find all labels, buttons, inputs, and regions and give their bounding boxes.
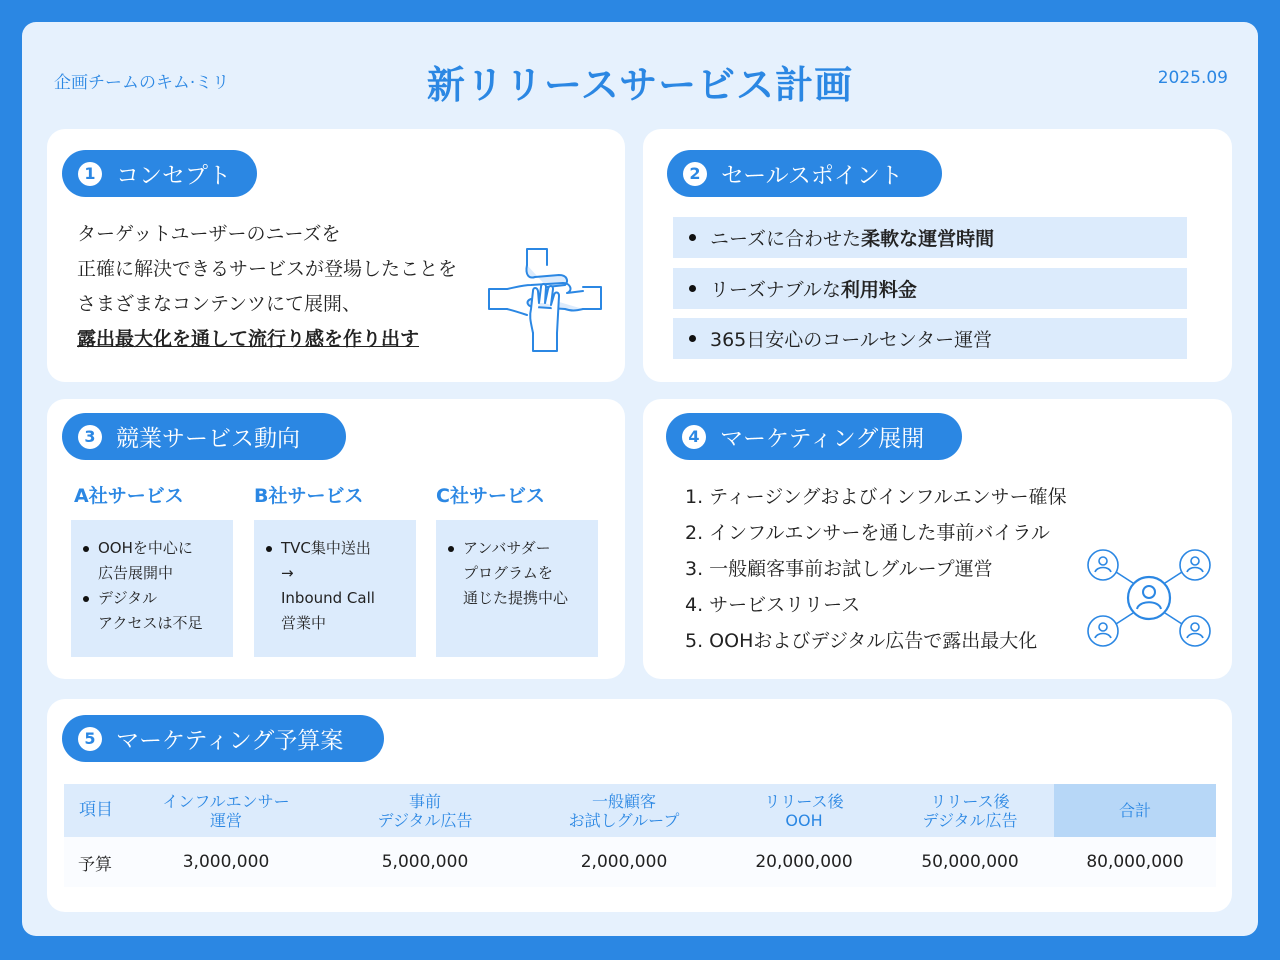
competitors-section-header — [62, 413, 346, 460]
competitors-card — [47, 399, 625, 679]
competitor-name: A社サービス — [74, 485, 184, 507]
section-number-badge: 1 — [78, 162, 102, 186]
column-header: インフルエンサー 運営 — [128, 784, 324, 837]
concept-section-header — [62, 150, 257, 197]
budget-cell: 20,000,000 — [722, 837, 886, 887]
competitor-bullet-text: デジタル アクセスは不足 — [98, 589, 203, 632]
table-row — [64, 837, 1216, 887]
concept-text — [77, 217, 457, 357]
budget-header-row — [64, 784, 1216, 837]
concept-emphasis-line: 露出最大化を通して流行り感を作り出す — [77, 328, 420, 350]
concept-line: さまざまなコンテンツにて展開、 — [77, 293, 362, 315]
sales-point-text: ニーズに合わせた — [710, 228, 862, 250]
sales-point-bold: 柔軟な運営時間 — [861, 228, 995, 250]
competitor-bullet-text: OOHを中心に 広告展開中 — [98, 539, 193, 582]
teamwork-hands-icon — [487, 247, 603, 353]
competitor-bullet — [264, 536, 408, 636]
budget-table — [64, 784, 1216, 887]
budget-cell: 50,000,000 — [886, 837, 1054, 887]
marketing-step: 5. OOHおよびデジタル広告で露出最大化 — [685, 630, 1038, 652]
section-number-badge: 5 — [78, 727, 102, 751]
column-header: 事前 デジタル広告 — [324, 784, 526, 837]
total-column-header: 合計 — [1054, 784, 1216, 837]
user-network-icon — [1083, 545, 1215, 651]
budget-cell: 2,000,000 — [526, 837, 722, 887]
marketing-title: マーケティング展開 — [720, 426, 925, 452]
author-label: 企画チームのキム·ミリ — [54, 73, 230, 93]
section-number-badge: 2 — [683, 162, 707, 186]
bullet-icon — [689, 335, 696, 342]
budget-title: マーケティング予算案 — [116, 728, 344, 754]
budget-card — [47, 699, 1232, 912]
sales-point-text: リーズナブルな — [710, 279, 841, 301]
sales-point-bold: 利用料金 — [840, 279, 917, 301]
marketing-step: 4. サービスリリース — [685, 594, 861, 616]
sales-point-item — [673, 217, 1187, 258]
competitor-bullet — [446, 536, 590, 611]
competitor-box-c — [436, 520, 598, 657]
concept-card — [47, 129, 625, 382]
column-header: リリース後 デジタル広告 — [886, 784, 1054, 837]
concept-line: ターゲットユーザーのニーズを — [77, 223, 341, 245]
page-title: 新リリースサービス計画 — [426, 63, 854, 107]
column-header: 項目 — [64, 784, 128, 837]
competitor-bullet — [81, 536, 225, 586]
row-label: 予算 — [64, 837, 128, 887]
budget-cell: 5,000,000 — [324, 837, 526, 887]
budget-total-cell: 80,000,000 — [1054, 837, 1216, 887]
bullet-icon — [689, 285, 696, 292]
sales-title: セールスポイント — [721, 163, 903, 189]
budget-section-header — [62, 715, 384, 762]
marketing-step: 3. 一般顧客事前お試しグループ運営 — [685, 558, 993, 580]
marketing-steps-list — [685, 479, 1067, 659]
concept-line: 正確に解決できるサービスが登場したことを — [77, 258, 458, 280]
sales-point-item — [673, 318, 1187, 359]
marketing-step: 2. インフルエンサーを通した事前バイラル — [685, 522, 1050, 544]
competitor-bullet-text: TVC集中送出 → Inbound Call 営業中 — [281, 539, 375, 632]
competitor-name: B社サービス — [254, 485, 364, 507]
column-header: 一般顧客 お試しグループ — [526, 784, 722, 837]
section-number-badge: 4 — [682, 425, 706, 449]
bullet-icon — [689, 234, 696, 241]
concept-title: コンセプト — [116, 163, 231, 189]
competitor-name: C社サービス — [436, 485, 545, 507]
sales-section-header — [667, 150, 942, 197]
sales-point-item — [673, 268, 1187, 309]
competitors-title: 競業サービス動向 — [116, 426, 300, 452]
competitor-box-b — [254, 520, 416, 657]
sales-card — [643, 129, 1232, 382]
column-header: リリース後 OOH — [722, 784, 886, 837]
sales-point-text: 365日安心のコールセンター運営 — [710, 329, 993, 351]
date-label: 2025.09 — [1157, 68, 1228, 88]
competitor-bullet-text: アンバサダー プログラムを 通じた提携中心 — [463, 539, 569, 607]
marketing-step: 1. ティージングおよびインフルエンサー確保 — [685, 486, 1067, 508]
competitor-box-a — [71, 520, 233, 657]
marketing-section-header — [666, 413, 962, 460]
section-number-badge: 3 — [78, 425, 102, 449]
marketing-card — [643, 399, 1232, 679]
competitor-bullet — [81, 586, 225, 636]
budget-cell: 3,000,000 — [128, 837, 324, 887]
